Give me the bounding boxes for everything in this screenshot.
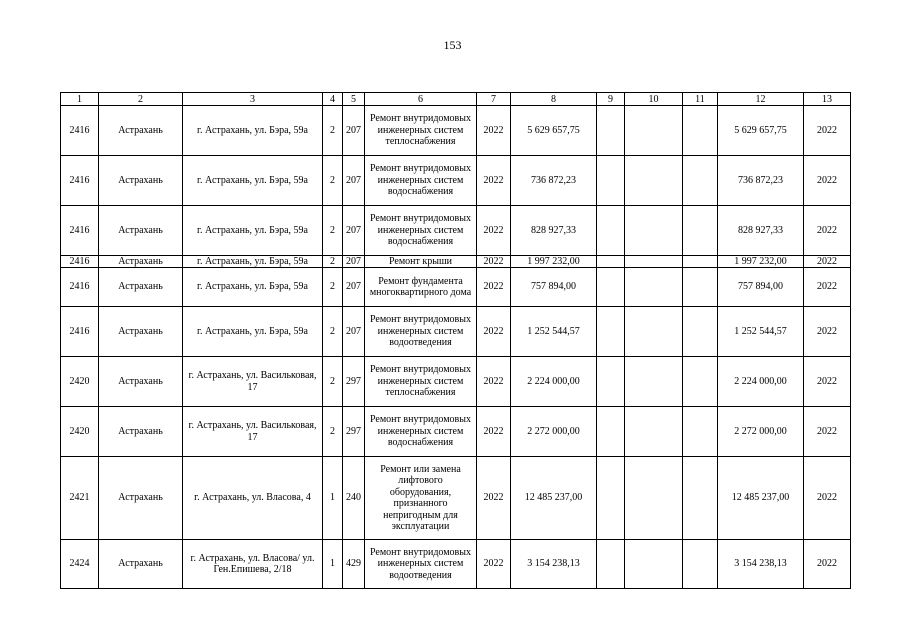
total-cost-cell: 736 872,23 bbox=[718, 156, 804, 206]
column-header: 1 bbox=[61, 93, 99, 106]
work-type-cell: Ремонт внутридомовых инженерных систем водоотведения bbox=[365, 540, 477, 589]
work-type-cell: Ремонт крыши bbox=[365, 256, 477, 268]
column-9-cell bbox=[597, 106, 625, 156]
column-11-cell bbox=[683, 268, 718, 307]
column-9-cell bbox=[597, 307, 625, 357]
column-header: 10 bbox=[625, 93, 683, 106]
table-row bbox=[61, 357, 851, 407]
repair-schedule-table bbox=[60, 92, 851, 589]
year-cell: 2022 bbox=[477, 457, 511, 540]
column-4-cell: 1 bbox=[323, 540, 343, 589]
column-5-cell: 207 bbox=[343, 307, 365, 357]
completion-year-cell: 2022 bbox=[804, 307, 851, 357]
completion-year-cell: 2022 bbox=[804, 407, 851, 457]
row-number-cell: 2416 bbox=[61, 206, 99, 256]
column-header: 6 bbox=[365, 93, 477, 106]
table-row bbox=[61, 268, 851, 307]
column-header: 8 bbox=[511, 93, 597, 106]
column-4-cell: 2 bbox=[323, 268, 343, 307]
year-cell: 2022 bbox=[477, 357, 511, 407]
work-type-cell: Ремонт внутридомовых инженерных систем водоснабжения bbox=[365, 156, 477, 206]
address-cell: г. Астрахань, ул. Бэра, 59а bbox=[183, 256, 323, 268]
column-4-cell: 2 bbox=[323, 357, 343, 407]
row-number-cell: 2424 bbox=[61, 540, 99, 589]
row-number-cell: 2421 bbox=[61, 457, 99, 540]
column-9-cell bbox=[597, 357, 625, 407]
column-4-cell: 2 bbox=[323, 206, 343, 256]
column-9-cell bbox=[597, 256, 625, 268]
year-cell: 2022 bbox=[477, 307, 511, 357]
year-cell: 2022 bbox=[477, 256, 511, 268]
column-header: 13 bbox=[804, 93, 851, 106]
column-10-cell bbox=[625, 268, 683, 307]
completion-year-cell: 2022 bbox=[804, 206, 851, 256]
column-4-cell: 2 bbox=[323, 256, 343, 268]
table-row bbox=[61, 407, 851, 457]
total-cost-cell: 828 927,33 bbox=[718, 206, 804, 256]
completion-year-cell: 2022 bbox=[804, 357, 851, 407]
column-header: 11 bbox=[683, 93, 718, 106]
column-4-cell: 1 bbox=[323, 457, 343, 540]
column-5-cell: 207 bbox=[343, 256, 365, 268]
city-cell: Астрахань bbox=[99, 357, 183, 407]
address-cell: г. Астрахань, ул. Васильковая, 17 bbox=[183, 407, 323, 457]
column-10-cell bbox=[625, 407, 683, 457]
column-4-cell: 2 bbox=[323, 106, 343, 156]
column-10-cell bbox=[625, 457, 683, 540]
column-9-cell bbox=[597, 156, 625, 206]
column-9-cell bbox=[597, 206, 625, 256]
work-type-cell: Ремонт или замена лифтового оборудования, признанного непригодным для эксплуатации bbox=[365, 457, 477, 540]
column-10-cell bbox=[625, 307, 683, 357]
row-number-cell: 2416 bbox=[61, 268, 99, 307]
column-4-cell: 2 bbox=[323, 407, 343, 457]
cost-cell: 12 485 237,00 bbox=[511, 457, 597, 540]
column-5-cell: 297 bbox=[343, 357, 365, 407]
year-cell: 2022 bbox=[477, 106, 511, 156]
column-10-cell bbox=[625, 540, 683, 589]
address-cell: г. Астрахань, ул. Бэра, 59а bbox=[183, 307, 323, 357]
total-cost-cell: 3 154 238,13 bbox=[718, 540, 804, 589]
work-type-cell: Ремонт внутридомовых инженерных систем водоотведения bbox=[365, 307, 477, 357]
city-cell: Астрахань bbox=[99, 407, 183, 457]
total-cost-cell: 1 997 232,00 bbox=[718, 256, 804, 268]
address-cell: г. Астрахань, ул. Власова/ ул. Ген.Епишева, 2/18 bbox=[183, 540, 323, 589]
table-row bbox=[61, 457, 851, 540]
column-10-cell bbox=[625, 206, 683, 256]
cost-cell: 2 272 000,00 bbox=[511, 407, 597, 457]
city-cell: Астрахань bbox=[99, 106, 183, 156]
table-row bbox=[61, 256, 851, 268]
row-number-cell: 2420 bbox=[61, 357, 99, 407]
column-10-cell bbox=[625, 106, 683, 156]
column-header: 7 bbox=[477, 93, 511, 106]
city-cell: Астрахань bbox=[99, 307, 183, 357]
cost-cell: 3 154 238,13 bbox=[511, 540, 597, 589]
year-cell: 2022 bbox=[477, 156, 511, 206]
city-cell: Астрахань bbox=[99, 256, 183, 268]
column-header: 3 bbox=[183, 93, 323, 106]
column-11-cell bbox=[683, 206, 718, 256]
cost-cell: 5 629 657,75 bbox=[511, 106, 597, 156]
column-header: 9 bbox=[597, 93, 625, 106]
column-header: 4 bbox=[323, 93, 343, 106]
total-cost-cell: 12 485 237,00 bbox=[718, 457, 804, 540]
row-number-cell: 2420 bbox=[61, 407, 99, 457]
work-type-cell: Ремонт внутридомовых инженерных систем теплоснабжения bbox=[365, 357, 477, 407]
column-header: 2 bbox=[99, 93, 183, 106]
cost-cell: 757 894,00 bbox=[511, 268, 597, 307]
column-5-cell: 207 bbox=[343, 156, 365, 206]
column-10-cell bbox=[625, 256, 683, 268]
table-row bbox=[61, 540, 851, 589]
column-9-cell bbox=[597, 457, 625, 540]
column-11-cell bbox=[683, 357, 718, 407]
row-number-cell: 2416 bbox=[61, 106, 99, 156]
completion-year-cell: 2022 bbox=[804, 540, 851, 589]
page-number: 153 bbox=[443, 38, 462, 52]
column-header: 12 bbox=[718, 93, 804, 106]
city-cell: Астрахань bbox=[99, 457, 183, 540]
completion-year-cell: 2022 bbox=[804, 457, 851, 540]
column-5-cell: 240 bbox=[343, 457, 365, 540]
completion-year-cell: 2022 bbox=[804, 268, 851, 307]
table-row bbox=[61, 206, 851, 256]
total-cost-cell: 2 272 000,00 bbox=[718, 407, 804, 457]
cost-cell: 1 252 544,57 bbox=[511, 307, 597, 357]
column-11-cell bbox=[683, 407, 718, 457]
address-cell: г. Астрахань, ул. Власова, 4 bbox=[183, 457, 323, 540]
year-cell: 2022 bbox=[477, 540, 511, 589]
completion-year-cell: 2022 bbox=[804, 256, 851, 268]
table-body bbox=[61, 106, 851, 589]
year-cell: 2022 bbox=[477, 206, 511, 256]
column-10-cell bbox=[625, 357, 683, 407]
column-10-cell bbox=[625, 156, 683, 206]
total-cost-cell: 1 252 544,57 bbox=[718, 307, 804, 357]
table-row bbox=[61, 106, 851, 156]
row-number-cell: 2416 bbox=[61, 256, 99, 268]
address-cell: г. Астрахань, ул. Бэра, 59а bbox=[183, 106, 323, 156]
cost-cell: 736 872,23 bbox=[511, 156, 597, 206]
total-cost-cell: 5 629 657,75 bbox=[718, 106, 804, 156]
column-5-cell: 429 bbox=[343, 540, 365, 589]
table-row bbox=[61, 156, 851, 206]
column-4-cell: 2 bbox=[323, 307, 343, 357]
column-11-cell bbox=[683, 106, 718, 156]
work-type-cell: Ремонт внутридомовых инженерных систем теплоснабжения bbox=[365, 106, 477, 156]
column-11-cell bbox=[683, 256, 718, 268]
year-cell: 2022 bbox=[477, 268, 511, 307]
city-cell: Астрахань bbox=[99, 206, 183, 256]
completion-year-cell: 2022 bbox=[804, 106, 851, 156]
column-5-cell: 207 bbox=[343, 106, 365, 156]
row-number-cell: 2416 bbox=[61, 156, 99, 206]
column-9-cell bbox=[597, 407, 625, 457]
cost-cell: 1 997 232,00 bbox=[511, 256, 597, 268]
city-cell: Астрахань bbox=[99, 540, 183, 589]
address-cell: г. Астрахань, ул. Бэра, 59а bbox=[183, 268, 323, 307]
work-type-cell: Ремонт фундамента многоквартирного дома bbox=[365, 268, 477, 307]
column-11-cell bbox=[683, 540, 718, 589]
work-type-cell: Ремонт внутридомовых инженерных систем водоснабжения bbox=[365, 407, 477, 457]
address-cell: г. Астрахань, ул. Бэра, 59а bbox=[183, 206, 323, 256]
column-4-cell: 2 bbox=[323, 156, 343, 206]
cost-cell: 2 224 000,00 bbox=[511, 357, 597, 407]
city-cell: Астрахань bbox=[99, 156, 183, 206]
column-11-cell bbox=[683, 457, 718, 540]
column-5-cell: 207 bbox=[343, 268, 365, 307]
address-cell: г. Астрахань, ул. Васильковая, 17 bbox=[183, 357, 323, 407]
table-row bbox=[61, 307, 851, 357]
column-11-cell bbox=[683, 156, 718, 206]
column-9-cell bbox=[597, 268, 625, 307]
city-cell: Астрахань bbox=[99, 268, 183, 307]
total-cost-cell: 757 894,00 bbox=[718, 268, 804, 307]
column-5-cell: 207 bbox=[343, 206, 365, 256]
row-number-cell: 2416 bbox=[61, 307, 99, 357]
total-cost-cell: 2 224 000,00 bbox=[718, 357, 804, 407]
year-cell: 2022 bbox=[477, 407, 511, 457]
column-5-cell: 297 bbox=[343, 407, 365, 457]
column-number-row bbox=[61, 93, 851, 106]
column-11-cell bbox=[683, 307, 718, 357]
address-cell: г. Астрахань, ул. Бэра, 59а bbox=[183, 156, 323, 206]
work-type-cell: Ремонт внутридомовых инженерных систем водоснабжения bbox=[365, 206, 477, 256]
cost-cell: 828 927,33 bbox=[511, 206, 597, 256]
column-header: 5 bbox=[343, 93, 365, 106]
column-9-cell bbox=[597, 540, 625, 589]
completion-year-cell: 2022 bbox=[804, 156, 851, 206]
